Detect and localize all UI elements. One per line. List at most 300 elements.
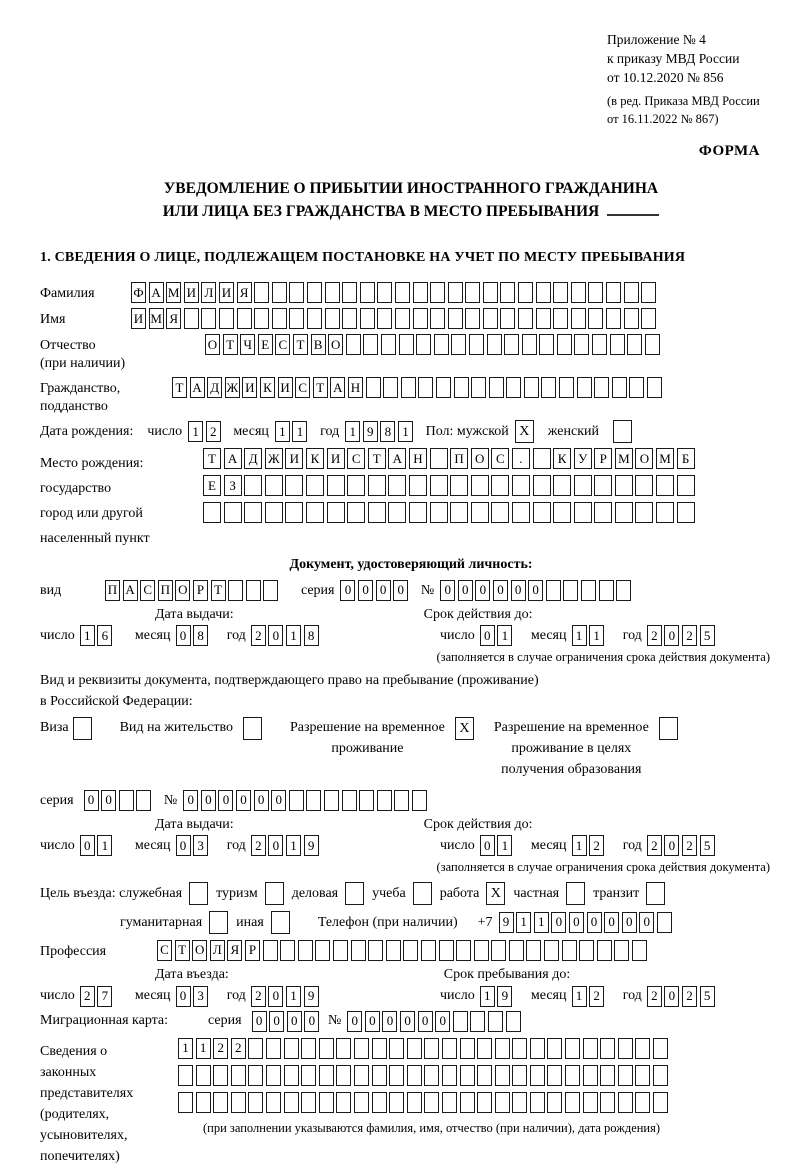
char-box[interactable]: 0 [101, 790, 116, 811]
char-box[interactable]: 0 [287, 1011, 302, 1032]
char-box[interactable]: 8 [380, 421, 395, 442]
char-box[interactable] [547, 1038, 562, 1059]
char-box[interactable] [360, 282, 375, 303]
char-box[interactable]: С [275, 334, 290, 355]
char-box[interactable] [401, 377, 416, 398]
temp-residence-checkbox[interactable]: X [455, 717, 474, 740]
char-box[interactable]: А [123, 580, 138, 601]
char-box[interactable]: 1 [572, 986, 587, 1007]
visa-checkbox[interactable] [73, 717, 92, 740]
char-box[interactable] [645, 334, 660, 355]
char-box[interactable] [565, 1065, 580, 1086]
char-box[interactable]: 9 [497, 986, 512, 1007]
char-box[interactable] [307, 282, 322, 303]
char-box[interactable]: 0 [622, 912, 637, 933]
char-box[interactable]: И [327, 448, 345, 469]
char-box[interactable]: 1 [572, 835, 587, 856]
char-box[interactable]: А [388, 448, 406, 469]
char-box[interactable] [500, 282, 515, 303]
char-box[interactable] [389, 1038, 404, 1059]
char-box[interactable]: М [656, 448, 674, 469]
char-box[interactable] [627, 334, 642, 355]
char-box[interactable] [363, 334, 378, 355]
char-box[interactable] [512, 502, 530, 523]
char-box[interactable] [407, 1092, 422, 1113]
char-box[interactable]: 0 [218, 790, 233, 811]
char-box[interactable] [465, 308, 480, 329]
char-box[interactable]: 1 [572, 625, 587, 646]
char-box[interactable] [614, 940, 629, 961]
char-box[interactable]: 1 [480, 986, 495, 1007]
char-box[interactable]: 2 [647, 835, 662, 856]
purpose-transit-checkbox[interactable] [646, 882, 665, 905]
char-box[interactable] [509, 940, 524, 961]
char-box[interactable]: 0 [271, 790, 286, 811]
purpose-official-checkbox[interactable] [189, 882, 208, 905]
char-box[interactable]: И [278, 377, 293, 398]
char-box[interactable]: 5 [700, 835, 715, 856]
char-box[interactable]: 0 [604, 912, 619, 933]
char-box[interactable]: 0 [382, 1011, 397, 1032]
char-box[interactable]: Я [227, 940, 242, 961]
char-box[interactable]: 8 [304, 625, 319, 646]
char-box[interactable]: 0 [569, 912, 584, 933]
char-box[interactable]: 2 [589, 835, 604, 856]
char-box[interactable] [618, 1038, 633, 1059]
char-box[interactable]: 0 [201, 790, 216, 811]
char-box[interactable] [178, 1065, 193, 1086]
char-box[interactable]: Р [193, 580, 208, 601]
char-box[interactable]: Е [203, 475, 221, 496]
char-box[interactable] [477, 1038, 492, 1059]
char-box[interactable]: И [219, 282, 234, 303]
char-box[interactable]: 0 [551, 912, 566, 933]
char-box[interactable] [612, 377, 627, 398]
char-box[interactable] [491, 475, 509, 496]
char-box[interactable] [265, 475, 283, 496]
char-box[interactable]: 0 [84, 790, 99, 811]
char-box[interactable] [285, 475, 303, 496]
char-box[interactable]: 1 [497, 835, 512, 856]
char-box[interactable] [553, 308, 568, 329]
char-box[interactable]: М [615, 448, 633, 469]
char-box[interactable]: 0 [176, 625, 191, 646]
char-box[interactable] [512, 475, 530, 496]
char-box[interactable] [454, 377, 469, 398]
char-box[interactable] [583, 1092, 598, 1113]
char-box[interactable]: 0 [480, 835, 495, 856]
char-box[interactable] [383, 377, 398, 398]
char-box[interactable] [399, 334, 414, 355]
char-box[interactable] [448, 308, 463, 329]
char-box[interactable] [615, 502, 633, 523]
char-box[interactable] [495, 1038, 510, 1059]
char-box[interactable] [533, 475, 551, 496]
char-box[interactable] [632, 940, 647, 961]
char-box[interactable] [336, 1038, 351, 1059]
char-box[interactable]: Т [175, 940, 190, 961]
char-box[interactable] [366, 377, 381, 398]
char-box[interactable] [471, 502, 489, 523]
char-box[interactable]: О [192, 940, 207, 961]
char-box[interactable] [495, 1092, 510, 1113]
char-box[interactable] [656, 502, 674, 523]
char-box[interactable]: Т [293, 334, 308, 355]
char-box[interactable]: Я [166, 308, 181, 329]
char-box[interactable]: 2 [682, 986, 697, 1007]
char-box[interactable] [574, 502, 592, 523]
char-box[interactable] [119, 790, 134, 811]
char-box[interactable] [477, 1065, 492, 1086]
char-box[interactable] [524, 377, 539, 398]
char-box[interactable]: Ж [265, 448, 283, 469]
char-box[interactable] [470, 1011, 485, 1032]
char-box[interactable]: 1 [275, 421, 290, 442]
char-box[interactable] [306, 790, 321, 811]
char-box[interactable] [583, 1065, 598, 1086]
char-box[interactable] [324, 790, 339, 811]
char-box[interactable] [231, 1092, 246, 1113]
char-box[interactable] [597, 940, 612, 961]
char-box[interactable]: В [311, 334, 326, 355]
residence-permit-checkbox[interactable] [243, 717, 262, 740]
char-box[interactable] [541, 377, 556, 398]
char-box[interactable] [219, 308, 234, 329]
char-box[interactable] [635, 502, 653, 523]
char-box[interactable]: 0 [493, 580, 508, 601]
char-box[interactable] [325, 308, 340, 329]
char-box[interactable] [616, 580, 631, 601]
char-box[interactable]: 0 [664, 986, 679, 1007]
char-box[interactable] [248, 1038, 263, 1059]
char-box[interactable]: 0 [252, 1011, 267, 1032]
char-box[interactable] [412, 790, 427, 811]
char-box[interactable]: А [330, 377, 345, 398]
char-box[interactable] [354, 1038, 369, 1059]
char-box[interactable]: 0 [176, 835, 191, 856]
char-box[interactable]: 0 [435, 1011, 450, 1032]
char-box[interactable] [430, 475, 448, 496]
char-box[interactable]: С [491, 448, 509, 469]
char-box[interactable] [553, 502, 571, 523]
char-box[interactable] [600, 1065, 615, 1086]
char-box[interactable]: 0 [268, 835, 283, 856]
char-box[interactable] [377, 790, 392, 811]
char-box[interactable] [506, 1011, 521, 1032]
char-box[interactable] [512, 1038, 527, 1059]
char-box[interactable]: 0 [528, 580, 543, 601]
char-box[interactable]: 2 [213, 1038, 228, 1059]
char-box[interactable] [266, 1065, 281, 1086]
char-box[interactable] [228, 580, 243, 601]
char-box[interactable] [460, 1092, 475, 1113]
purpose-humanitarian-checkbox[interactable] [209, 911, 228, 934]
char-box[interactable] [224, 502, 242, 523]
char-box[interactable]: 0 [440, 580, 455, 601]
char-box[interactable] [266, 1038, 281, 1059]
char-box[interactable]: 0 [80, 835, 95, 856]
char-box[interactable] [477, 1092, 492, 1113]
char-box[interactable] [368, 475, 386, 496]
purpose-tourism-checkbox[interactable] [265, 882, 284, 905]
char-box[interactable] [448, 282, 463, 303]
char-box[interactable] [354, 1065, 369, 1086]
char-box[interactable] [237, 308, 252, 329]
char-box[interactable] [574, 475, 592, 496]
char-box[interactable] [254, 282, 269, 303]
char-box[interactable] [600, 1092, 615, 1113]
char-box[interactable] [418, 377, 433, 398]
char-box[interactable] [306, 475, 324, 496]
char-box[interactable] [347, 475, 365, 496]
char-box[interactable] [512, 1092, 527, 1113]
char-box[interactable] [512, 1065, 527, 1086]
char-box[interactable]: И [285, 448, 303, 469]
char-box[interactable]: 0 [304, 1011, 319, 1032]
char-box[interactable] [581, 580, 596, 601]
char-box[interactable]: 2 [589, 986, 604, 1007]
char-box[interactable] [430, 502, 448, 523]
char-box[interactable] [599, 580, 614, 601]
char-box[interactable] [474, 940, 489, 961]
char-box[interactable]: 0 [639, 912, 654, 933]
char-box[interactable]: 2 [647, 625, 662, 646]
char-box[interactable] [354, 1092, 369, 1113]
char-box[interactable] [424, 1038, 439, 1059]
char-box[interactable] [562, 940, 577, 961]
char-box[interactable]: П [158, 580, 173, 601]
char-box[interactable] [368, 502, 386, 523]
char-box[interactable] [677, 502, 695, 523]
char-box[interactable] [265, 502, 283, 523]
char-box[interactable] [491, 940, 506, 961]
char-box[interactable] [319, 1038, 334, 1059]
purpose-work-checkbox[interactable]: X [486, 882, 505, 905]
sex-female-checkbox[interactable] [613, 420, 632, 443]
char-box[interactable]: Ж [225, 377, 240, 398]
char-box[interactable]: И [131, 308, 146, 329]
char-box[interactable]: Е [258, 334, 273, 355]
char-box[interactable] [483, 282, 498, 303]
char-box[interactable]: Я [237, 282, 252, 303]
char-box[interactable]: Л [201, 282, 216, 303]
char-box[interactable] [301, 1092, 316, 1113]
char-box[interactable] [635, 1065, 650, 1086]
char-box[interactable] [388, 502, 406, 523]
char-box[interactable] [544, 940, 559, 961]
char-box[interactable] [460, 1038, 475, 1059]
char-box[interactable]: 2 [251, 835, 266, 856]
char-box[interactable] [456, 940, 471, 961]
char-box[interactable] [442, 1038, 457, 1059]
char-box[interactable] [377, 282, 392, 303]
char-box[interactable]: П [105, 580, 120, 601]
char-box[interactable] [289, 790, 304, 811]
char-box[interactable] [263, 940, 278, 961]
char-box[interactable] [610, 334, 625, 355]
char-box[interactable] [539, 334, 554, 355]
char-box[interactable]: 2 [251, 625, 266, 646]
char-box[interactable] [359, 790, 374, 811]
char-box[interactable] [284, 1038, 299, 1059]
char-box[interactable]: 2 [682, 835, 697, 856]
char-box[interactable] [546, 580, 561, 601]
char-box[interactable] [653, 1065, 668, 1086]
char-box[interactable] [285, 502, 303, 523]
char-box[interactable] [409, 502, 427, 523]
char-box[interactable] [536, 308, 551, 329]
char-box[interactable]: 0 [340, 580, 355, 601]
char-box[interactable]: 1 [97, 835, 112, 856]
char-box[interactable] [442, 1092, 457, 1113]
char-box[interactable]: П [450, 448, 468, 469]
char-box[interactable] [272, 308, 287, 329]
char-box[interactable]: У [574, 448, 592, 469]
char-box[interactable] [407, 1038, 422, 1059]
char-box[interactable] [407, 1065, 422, 1086]
char-box[interactable]: 1 [534, 912, 549, 933]
char-box[interactable] [342, 790, 357, 811]
char-box[interactable]: 0 [475, 580, 490, 601]
char-box[interactable] [518, 308, 533, 329]
char-box[interactable] [618, 1092, 633, 1113]
char-box[interactable]: З [224, 475, 242, 496]
char-box[interactable] [409, 475, 427, 496]
char-box[interactable]: 0 [268, 625, 283, 646]
char-box[interactable] [635, 1038, 650, 1059]
char-box[interactable]: С [295, 377, 310, 398]
char-box[interactable] [178, 1092, 193, 1113]
char-box[interactable]: 9 [304, 835, 319, 856]
char-box[interactable] [450, 502, 468, 523]
char-box[interactable] [453, 1011, 468, 1032]
char-box[interactable] [389, 1065, 404, 1086]
char-box[interactable] [201, 308, 216, 329]
char-box[interactable] [248, 1065, 263, 1086]
char-box[interactable]: О [635, 448, 653, 469]
char-box[interactable] [526, 940, 541, 961]
char-box[interactable] [395, 282, 410, 303]
char-box[interactable] [504, 334, 519, 355]
char-box[interactable]: 3 [193, 835, 208, 856]
char-box[interactable] [386, 940, 401, 961]
char-box[interactable] [465, 282, 480, 303]
char-box[interactable] [574, 334, 589, 355]
char-box[interactable]: С [140, 580, 155, 601]
char-box[interactable] [571, 308, 586, 329]
char-box[interactable]: К [260, 377, 275, 398]
char-box[interactable]: С [347, 448, 365, 469]
char-box[interactable] [577, 377, 592, 398]
char-box[interactable] [342, 282, 357, 303]
char-box[interactable]: И [184, 282, 199, 303]
char-box[interactable] [372, 1092, 387, 1113]
char-box[interactable]: 0 [400, 1011, 415, 1032]
char-box[interactable] [377, 308, 392, 329]
char-box[interactable] [487, 334, 502, 355]
char-box[interactable]: О [175, 580, 190, 601]
char-box[interactable] [430, 308, 445, 329]
char-box[interactable]: М [166, 282, 181, 303]
char-box[interactable] [319, 1065, 334, 1086]
char-box[interactable] [254, 308, 269, 329]
char-box[interactable]: 2 [80, 986, 95, 1007]
char-box[interactable]: 0 [254, 790, 269, 811]
char-box[interactable]: 0 [236, 790, 251, 811]
char-box[interactable] [606, 282, 621, 303]
char-box[interactable] [430, 282, 445, 303]
char-box[interactable]: 0 [176, 986, 191, 1007]
char-box[interactable] [565, 1038, 580, 1059]
char-box[interactable]: 1 [286, 625, 301, 646]
char-box[interactable] [635, 1092, 650, 1113]
char-box[interactable]: А [190, 377, 205, 398]
char-box[interactable] [203, 502, 221, 523]
char-box[interactable] [557, 334, 572, 355]
char-box[interactable] [315, 940, 330, 961]
char-box[interactable] [588, 308, 603, 329]
char-box[interactable] [460, 1065, 475, 1086]
char-box[interactable]: 1 [188, 421, 203, 442]
char-box[interactable] [416, 334, 431, 355]
char-box[interactable]: 0 [365, 1011, 380, 1032]
char-box[interactable] [403, 940, 418, 961]
char-box[interactable] [301, 1038, 316, 1059]
char-box[interactable] [381, 334, 396, 355]
char-box[interactable] [588, 282, 603, 303]
char-box[interactable] [244, 475, 262, 496]
char-box[interactable] [395, 308, 410, 329]
char-box[interactable] [677, 475, 695, 496]
char-box[interactable] [624, 308, 639, 329]
char-box[interactable] [298, 940, 313, 961]
char-box[interactable] [424, 1092, 439, 1113]
char-box[interactable] [547, 1092, 562, 1113]
char-box[interactable] [533, 448, 551, 469]
char-box[interactable] [307, 308, 322, 329]
char-box[interactable]: Ф [131, 282, 146, 303]
char-box[interactable] [434, 334, 449, 355]
char-box[interactable] [491, 502, 509, 523]
char-box[interactable] [647, 377, 662, 398]
char-box[interactable] [272, 282, 287, 303]
char-box[interactable]: Б [677, 448, 695, 469]
char-box[interactable] [413, 282, 428, 303]
char-box[interactable] [442, 1065, 457, 1086]
char-box[interactable] [500, 308, 515, 329]
char-box[interactable] [594, 377, 609, 398]
char-box[interactable]: О [328, 334, 343, 355]
char-box[interactable] [618, 1065, 633, 1086]
char-box[interactable]: К [306, 448, 324, 469]
char-box[interactable] [518, 282, 533, 303]
char-box[interactable] [325, 282, 340, 303]
char-box[interactable] [594, 502, 612, 523]
char-box[interactable] [413, 308, 428, 329]
char-box[interactable] [563, 580, 578, 601]
char-box[interactable] [336, 1065, 351, 1086]
char-box[interactable]: 1 [398, 421, 413, 442]
char-box[interactable] [284, 1065, 299, 1086]
char-box[interactable] [301, 1065, 316, 1086]
char-box[interactable]: 1 [178, 1038, 193, 1059]
char-box[interactable] [372, 1065, 387, 1086]
char-box[interactable] [594, 475, 612, 496]
char-box[interactable] [266, 1092, 281, 1113]
char-box[interactable]: 1 [80, 625, 95, 646]
purpose-private-checkbox[interactable] [566, 882, 585, 905]
char-box[interactable] [629, 377, 644, 398]
